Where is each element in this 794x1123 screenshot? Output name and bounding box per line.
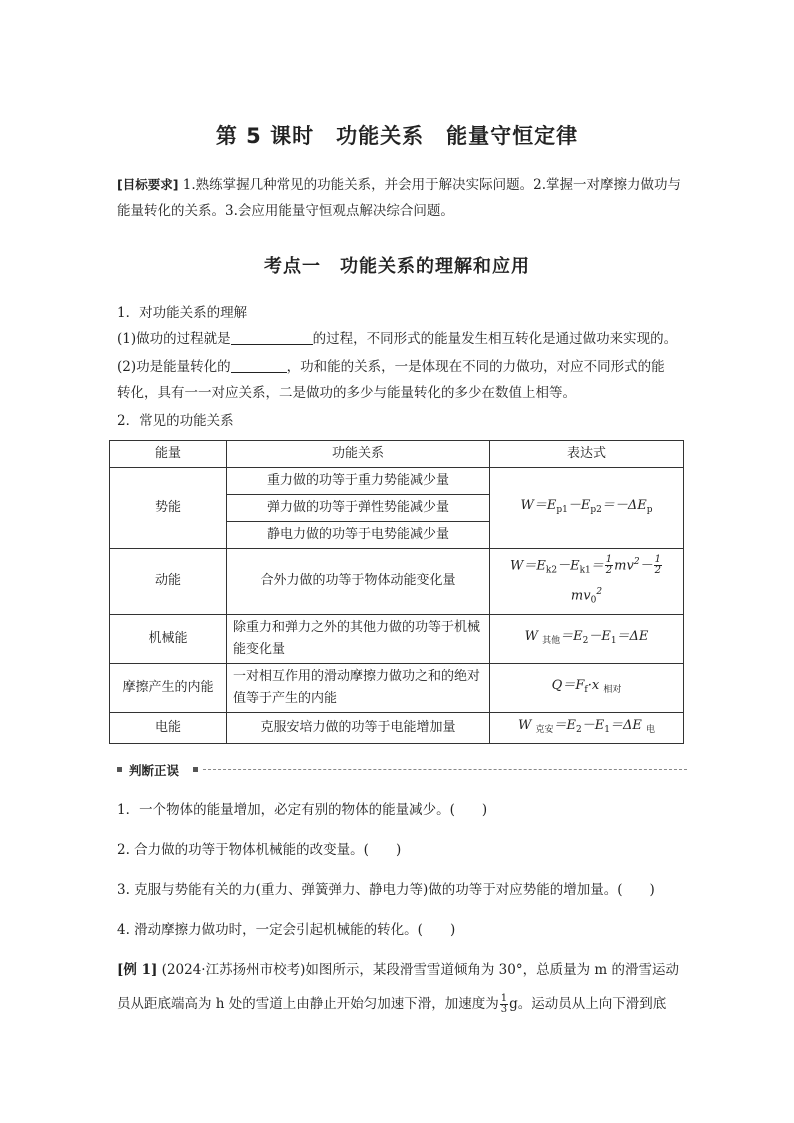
understanding-item-1: [117, 326, 687, 352]
table-cell: 摩擦产生的内能: [110, 663, 227, 712]
judge-item: 3. 克服与势能有关的力(重力、弹簧弹力、静电力等)做的功等于对应势能的增加量。( ): [117, 882, 655, 898]
table-cell: 动能: [110, 549, 227, 615]
judge-item: 1．一个物体的能量增加，必定有别的物体的能量减少。( ): [117, 802, 488, 818]
lesson-title: 第 5 课时 功能关系 能量守恒定律: [215, 124, 579, 148]
friction-expression: $Q=F_f\cdot x$ $_{相对}$: [490, 663, 684, 712]
example-text-1: (2024·江苏扬州市校考)如图所示，某段滑雪雪道倾角为 30°，总质量为 m 的滑雪运动: [161, 962, 679, 978]
square-bullet-icon: [193, 767, 198, 772]
table-header: 能量: [110, 441, 227, 468]
table-header-row: [110, 441, 684, 468]
understanding-item-2: [117, 354, 687, 380]
acceleration-fraction: [500, 994, 508, 1015]
table-cell: 势能: [110, 468, 227, 549]
table-cell: 除重力和弹力之外的其他力做的功等于机械能变化量: [227, 614, 490, 663]
table-cell: 一对相互作用的滑动摩擦力做功之和的绝对值等于产生的内能: [227, 663, 490, 712]
understanding-heading: 1．对功能关系的理解: [117, 305, 248, 321]
understanding-item-2-cont: 转化，具有一一对应关系，二是做功的多少与能量转化的多少在数值上相等。: [117, 385, 576, 401]
item2-text-b: ，功和能的关系，一是体现在不同的力做功，对应不同形式的能: [286, 359, 665, 375]
table-header: 功能关系: [227, 441, 490, 468]
table-cell: 重力做的功等于重力势能减少量: [227, 468, 490, 495]
mechanical-expression: W $_{其他}=E_2-E_1=\Delta E$: [490, 614, 684, 663]
section-title: 考点一 功能关系的理解和应用: [264, 256, 530, 277]
example-tag: [例 1]: [117, 962, 158, 978]
electric-expression: W $_{克安}=E_2-E_1=\Delta E$ $_电$: [490, 712, 684, 743]
table-row: [110, 712, 684, 743]
fill-blank-2: [231, 356, 287, 373]
potential-expression: $W=E_{p1}-E_{p2}=-\Delta E_p$: [490, 468, 684, 549]
judge-heading: 判断正误: [129, 763, 180, 778]
example-text-2b: g。运动员从上向下滑到底: [509, 996, 667, 1012]
function-energy-table: [109, 440, 684, 744]
dashed-divider: [203, 769, 687, 770]
goal-text: 1.熟练掌握几种常见的功能关系，并会用于解决实际问题。2.掌握一对摩擦力做功与能量转化的关系。3.会应用能量守恒观点解决综合问题。: [117, 177, 681, 219]
subscript-elec: 电: [645, 724, 655, 735]
table-header: 表达式: [490, 441, 684, 468]
subscript-ampere: 克安: [535, 724, 554, 735]
example-line-1: [117, 958, 687, 978]
table-row: [110, 549, 684, 615]
subscript-other: 其他: [542, 635, 561, 646]
fill-blank-1: [231, 328, 313, 345]
fraction-numerator: 1: [500, 993, 508, 1004]
table-row: [110, 468, 684, 495]
table-row: [110, 614, 684, 663]
table-cell: 静电力做的功等于电势能减少量: [227, 522, 490, 549]
table-cell: 合外力做的功等于物体动能变化量: [227, 549, 490, 615]
square-bullet-icon: [117, 767, 122, 772]
item1-text-a: (1)做功的过程就是: [117, 331, 231, 347]
fraction-denominator: 3: [500, 1004, 508, 1015]
goal-tag: [目标要求]: [117, 177, 179, 192]
table-row: [110, 663, 684, 712]
judge-item: 2. 合力做的功等于物体机械能的改变量。( ): [117, 842, 402, 858]
judge-item: 4. 滑动摩擦力做功时，一定会引起机械能的转化。( ): [117, 922, 456, 938]
table-cell: 电能: [110, 712, 227, 743]
table-cell: 弹力做的功等于弹性势能减少量: [227, 495, 490, 522]
subscript-relative: 相对: [603, 684, 622, 695]
table-cell: 克服安培力做的功等于电能增加量: [227, 712, 490, 743]
common-relations-heading: 2．常见的功能关系: [117, 413, 234, 429]
judge-section-header: [117, 761, 687, 777]
table-cell: 机械能: [110, 614, 227, 663]
kinetic-expression: $W=E_{k2}-E_{k1}=$ $\frac{1}{2}$ $mv^2-$ $\frac{1}{2}$ $mv_0^2$: [490, 549, 684, 615]
example-line-2: [117, 992, 687, 1015]
example-text-2a: 员从距底端高为 h 处的雪道上由静止开始匀加速下滑，加速度为: [117, 996, 499, 1012]
item2-text-a: (2)功是能量转化的: [117, 359, 231, 375]
goal-paragraph: [117, 172, 682, 224]
item1-text-b: 的过程，不同形式的能量发生相互转化是通过做功来实现的。: [312, 331, 678, 347]
